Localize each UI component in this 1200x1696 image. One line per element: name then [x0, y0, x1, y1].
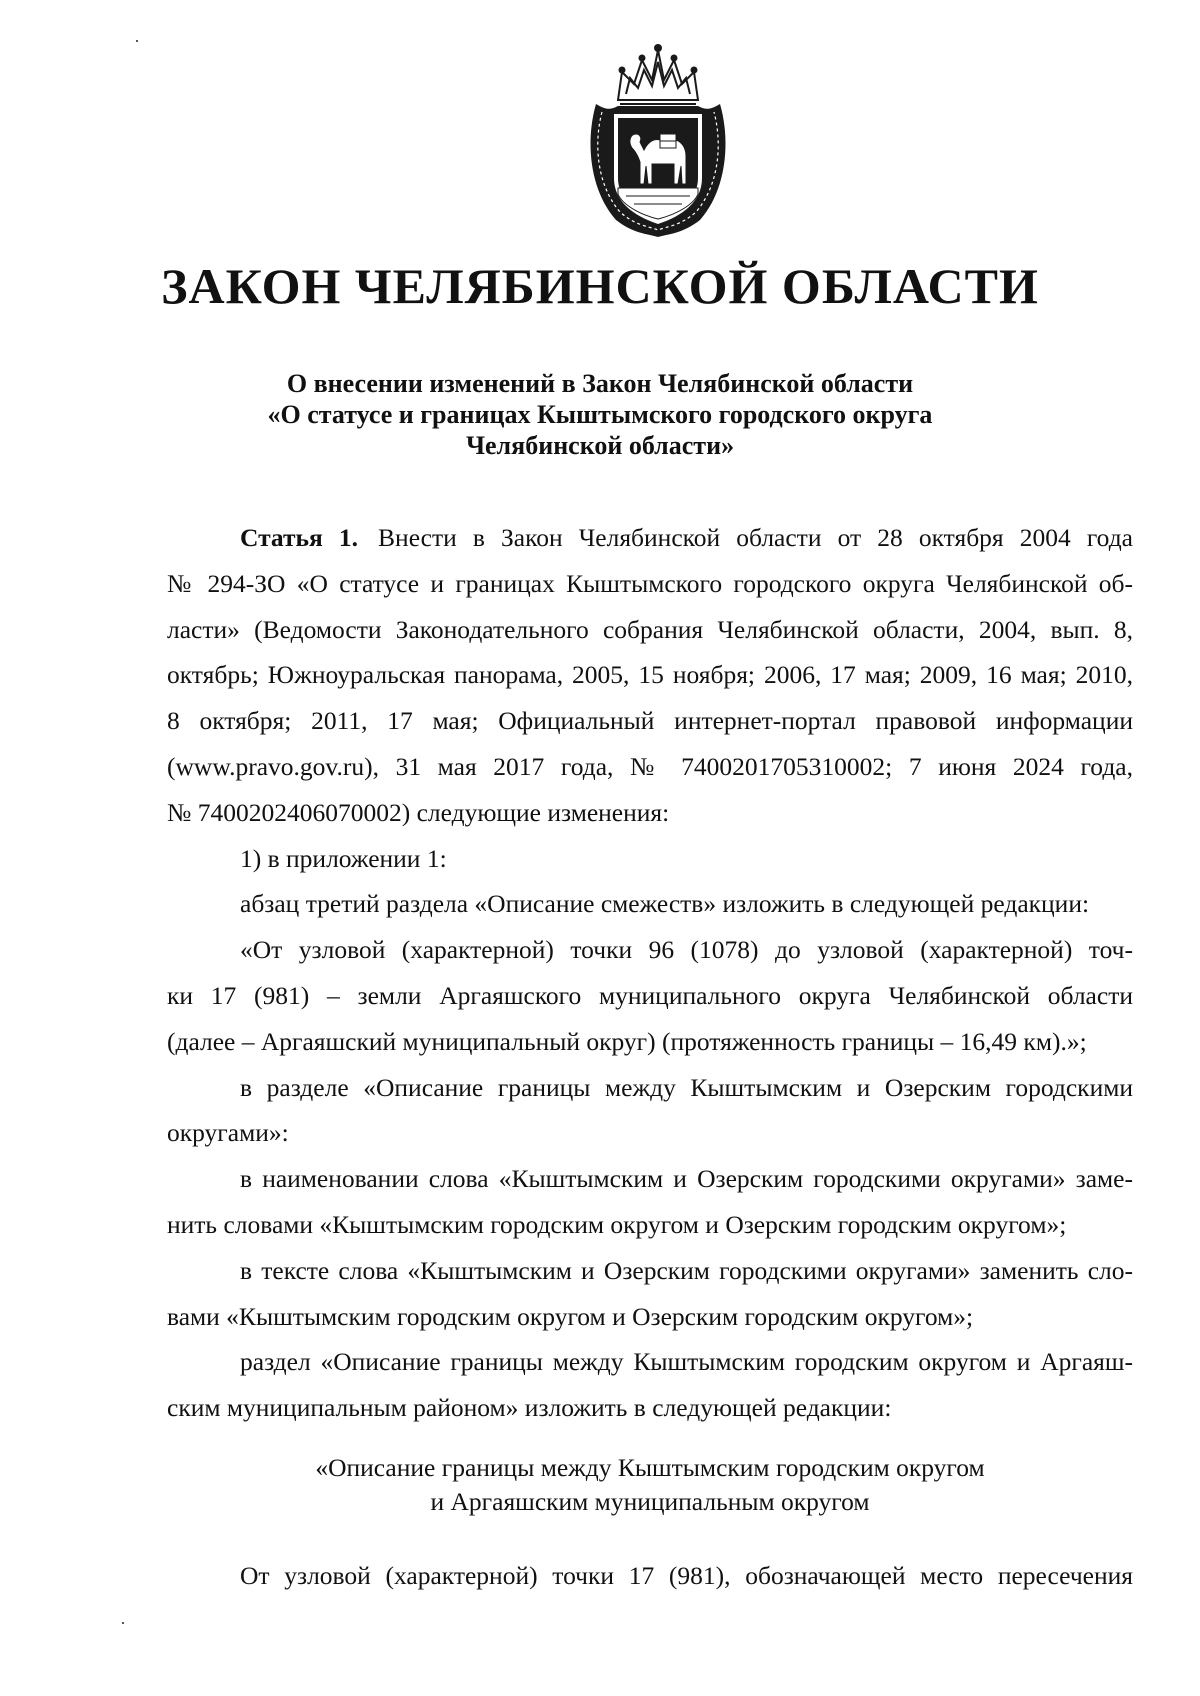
paragraph-line: № 294-ЗО «О статусе и границах Кыштымского городского округа Челябинской об-	[167, 568, 1133, 598]
paragraph-line: 8 октября; 2011, 17 мая; Официальный интернет-портал правовой информации	[167, 706, 1133, 736]
paragraph-line: округами»:	[167, 1118, 289, 1148]
section-heading	[167, 1451, 1133, 1519]
paragraph-line: нить словами «Кыштымским городским округом и Озерским городским округом»;	[167, 1209, 1067, 1239]
paragraph-line: абзац третий раздела «Описание смежеств» изложить в следующей редакции:	[240, 889, 1090, 919]
law-subtitle	[200, 368, 1000, 461]
paragraph-line: октябрь; Южноуральская панорама, 2005, 15 ноября; 2006, 17 мая; 2009, 16 мая; 2010,	[167, 660, 1133, 690]
law-title: ЗАКОН ЧЕЛЯБИНСКОЙ ОБЛАСТИ	[161, 258, 1039, 314]
scan-speck	[122, 1622, 124, 1624]
article-first-line-text: Внести в Закон Челябинской области от 28 октября 2004 года	[378, 523, 1133, 552]
paragraph-line: «От узловой (характерной) точки 96 (1078) до узловой (характерной) точ-	[240, 935, 1133, 965]
subtitle-line: О внесении изменений в Закон Челябинской области	[286, 369, 914, 398]
paragraph-line: в разделе «Описание границы между Кыштымским и Озерским городскими	[240, 1072, 1133, 1102]
paragraph-line: в наименовании слова «Кыштымским и Озерским городскими округами» заме-	[240, 1164, 1133, 1194]
paragraph-line: (www.pravo.gov.ru), 31 мая 2017 года, № 7400201705310002; 7 июня 2024 года,	[167, 751, 1133, 781]
paragraph-line: ласти» (Ведомости Законодательного собрания Челябинской области, 2004, вып. 8,	[167, 614, 1133, 644]
paragraph-line: ки 17 (981) – земли Аргаяшского муниципального округа Челябинской области	[167, 980, 1133, 1010]
paragraph-line: № 7400202406070002) следующие изменения:	[167, 797, 670, 827]
paragraph-line: 1) в приложении 1:	[240, 843, 447, 873]
subtitle-line: Челябинской области»	[465, 431, 735, 460]
subtitle-line: «О статусе и границах Кыштымского городского округа	[267, 400, 933, 429]
paragraph-line: (далее – Аргаяшский муниципальный округ) (протяженность границы – 16,49 км).»;	[167, 1026, 1087, 1056]
paragraph-line: От узловой (характерной) точки 17 (981), обозначающей место пересечения	[240, 1560, 1133, 1590]
section-heading-line: «Описание границы между Кыштымским городским округом	[315, 1452, 985, 1482]
paragraph-line: в тексте слова «Кыштымским и Озерским городскими округами» заменить сло-	[240, 1255, 1133, 1285]
scan-speck	[136, 40, 138, 42]
coat-of-arms-icon	[582, 38, 734, 238]
article-first-line	[167, 515, 1133, 561]
document-body	[167, 515, 1133, 1599]
paragraph-line: ским муниципальным районом» изложить в следующей редакции:	[167, 1393, 892, 1423]
paragraph-line: вами «Кыштымским городским округом и Озерским городским округом»;	[167, 1301, 974, 1331]
paragraph-line: раздел «Описание границы между Кыштымским городским округом и Аргаяш-	[240, 1347, 1133, 1377]
article-label: Статья 1.	[240, 523, 359, 552]
section-heading-line: и Аргаяшским муниципальным округом	[430, 1486, 870, 1516]
